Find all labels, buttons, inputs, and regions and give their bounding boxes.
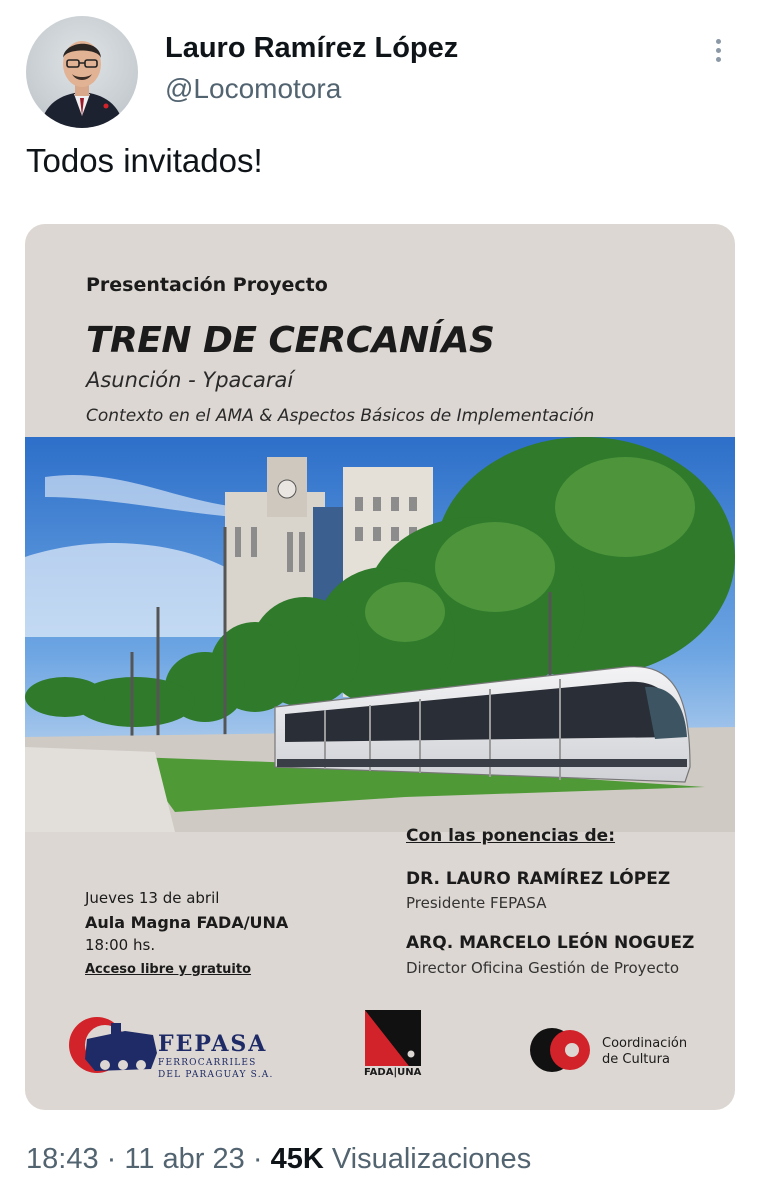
poster-route: Asunción - Ypacaraí xyxy=(86,368,294,392)
speaker-1-name: DR. LAURO RAMÍREZ LÓPEZ xyxy=(406,869,671,889)
event-access: Acceso libre y gratuito xyxy=(85,962,252,977)
event-time: 18:00 hs. xyxy=(85,936,156,954)
speakers-heading: Con las ponencias de: xyxy=(406,826,616,846)
avatar[interactable] xyxy=(26,16,138,128)
event-date: Jueves 13 de abril xyxy=(85,889,220,907)
fada-una-logo-icon xyxy=(365,1010,421,1066)
event-venue: Aula Magna FADA/UNA xyxy=(85,913,289,932)
author-name[interactable]: Lauro Ramírez López xyxy=(165,32,459,64)
tweet-text: Todos invitados! xyxy=(26,142,263,179)
poster-context: Contexto en el AMA & Aspectos Básicos de Implementación xyxy=(86,406,595,426)
fada-una-label: FADA|UNA xyxy=(364,1067,422,1078)
views-count: 45K xyxy=(270,1143,324,1175)
tweet-media-image[interactable] xyxy=(25,224,735,1110)
author-handle[interactable]: @Locomotora xyxy=(165,73,342,104)
cultura-label-1: Coordinación xyxy=(602,1036,688,1051)
coordinacion-cultura-logo-icon xyxy=(530,1021,590,1079)
fepasa-subtitle-1: FERROCARRILES xyxy=(158,1058,257,1068)
cultura-label-2: de Cultura xyxy=(602,1052,670,1067)
tweet-meta xyxy=(26,1143,531,1176)
meta-separator: · xyxy=(252,1143,263,1175)
fepasa-name: FEPASA xyxy=(158,1031,268,1057)
speaker-2-name: ARQ. MARCELO LEÓN NOGUEZ xyxy=(406,933,695,953)
more-options-icon[interactable] xyxy=(700,32,736,68)
fepasa-subtitle-2: DEL PARAGUAY S.A. xyxy=(158,1070,274,1080)
views-label: Visualizaciones xyxy=(331,1143,532,1175)
meta-separator: · xyxy=(106,1143,117,1175)
tweet-time[interactable]: 18:43 xyxy=(26,1143,99,1175)
poster-kicker: Presentación Proyecto xyxy=(86,274,328,296)
speaker-2-role: Director Oficina Gestión de Proyecto xyxy=(406,959,680,977)
tram-photo xyxy=(25,437,735,832)
tweet-date[interactable]: 11 abr 23 xyxy=(124,1143,245,1175)
poster-title: TREN DE CERCANÍAS xyxy=(86,320,495,361)
speaker-1-role: Presidente FEPASA xyxy=(406,894,547,912)
